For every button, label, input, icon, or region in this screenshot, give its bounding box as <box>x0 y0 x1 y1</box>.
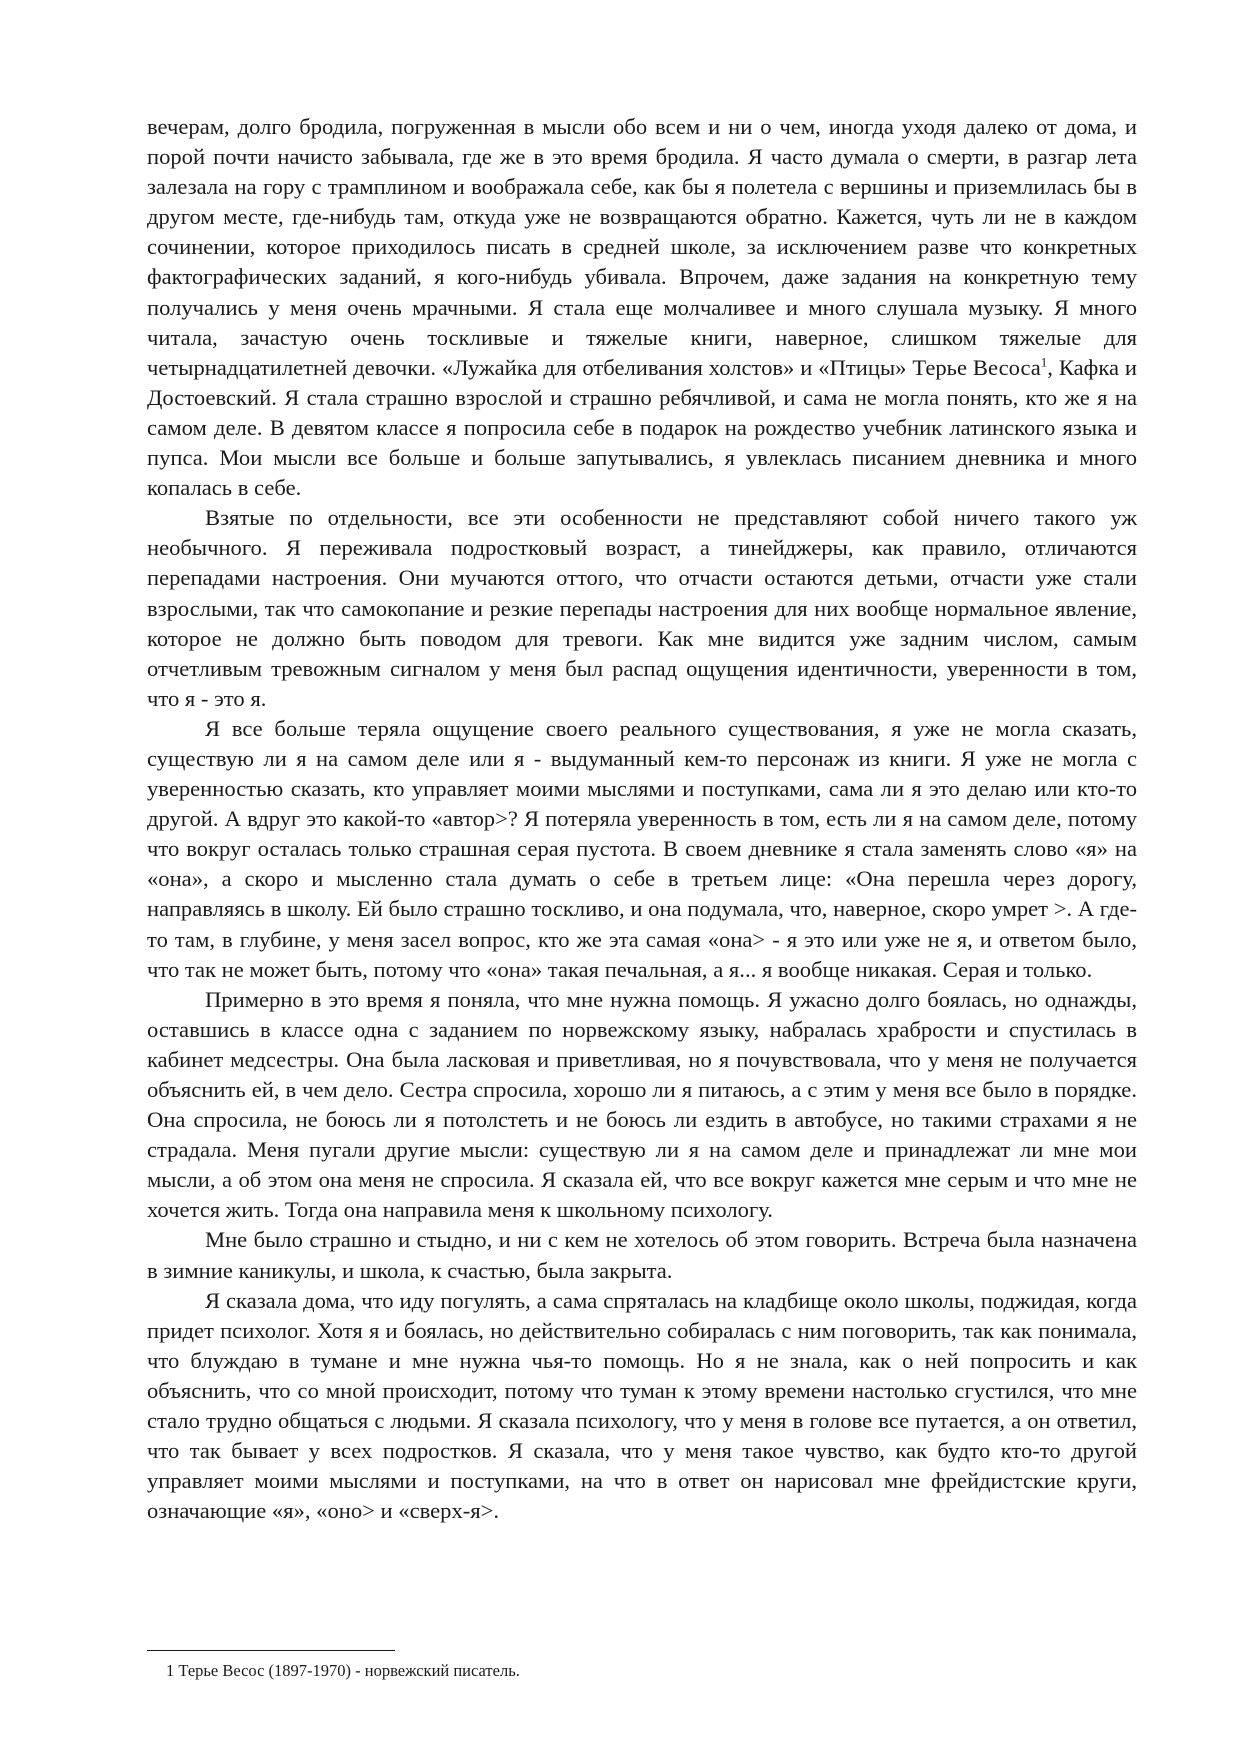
paragraph-5: Мне было страшно и стыдно, и ни с кем не хотелось об этом говорить. Встреча была назначена в зимние каникулы, и школа, к счастью, была закрыта. <box>147 1227 1137 1283</box>
page-body <box>147 112 1137 1526</box>
paragraph-6: Я сказала дома, что иду погулять, а сама спряталась на кладбище около школы, поджидая, когда придет психолог. Хотя я и боялась, но действительно собиралась с ним поговорить, так как понимала, что блуждаю в тумане и мне нужна чья-то помощь. Но я не знала, как о ней попросить и как объяснить, что со мной происходит, потому что туман к этому времени настолько сгустился, что мне стало трудно общаться с людьми. Я сказала психологу, что у меня в голове все путается, а он ответил, что так бывает у всех подростков. Я сказала, что у меня такое чувство, как будто кто-то другой управляет моими мыслями и поступками, на что в ответ он нарисовал мне фрейдистские круги, означающие «я», «оно> и «сверх-я>. <box>147 1287 1137 1524</box>
footnote-separator <box>147 1650 395 1651</box>
paragraph-3: Я все больше теряла ощущение своего реального существования, я уже не могла сказать, существую ли я на самом деле или я - выдуманный кем-то персонаж из книги. Я уже не могла с уверенностью сказать, кто управляет моими мыслями и поступками, сама ли я это делаю или кто-то другой. А вдруг это какой-то «автор>? Я потеряла уверенность в том, есть ли я на самом деле, потому что вокруг осталась только страшная серая пустота. В своем дневнике я стала заменять слово «я» на «она», а скоро и мысленно стала думать о себе в третьем лице: «Она перешла через дорогу, направляясь в школу. Ей было страшно тоскливо, и она подумала, что, наверное, скоро умрет >. А где-то там, в глубине, у меня засел вопрос, кто же эта самая «она> - я это или уже не я, и ответом было, что так не может быть, потому что «она» такая печальная, а я... я вообще никакая. Серая и только. <box>147 715 1137 982</box>
paragraph-1 <box>147 112 1137 503</box>
paragraph-2: Взятые по отдельности, все эти особенности не представляют собой ничего такого уж необычного. Я переживала подростковый возраст, а тинейджеры, как правило, отличаются перепадами настроения. Они мучаются оттого, что отчасти остаются детьми, отчасти уже стали взрослыми, так что самокопание и резкие перепады настроения для них вообще нормальное явление, которое не должно быть поводом для тревоги. Как мне видится уже задним числом, самым отчетливым тревожным сигналом у меня был распад ощущения идентичности, уверенности в том, что я - это я. <box>147 505 1137 711</box>
paragraph-4: Примерно в это время я поняла, что мне нужна помощь. Я ужасно долго боялась, но однажды, оставшись в классе одна с заданием по норвежскому языку, набралась храбрости и спустилась в кабинет медсестры. Она была ласковая и приветливая, но я почувствовала, что у меня не получается объяснить ей, в чем дело. Сестра спросила, хорошо ли я питаюсь, а с этим у меня все было в порядке. Она спросила, не боюсь ли я потолстеть и не боюсь ли ездить в автобусе, но такими страхами я не страдала. Меня пугали другие мысли: существую ли я на самом деле и принадлежат ли мне мои мысли, а об этом она меня не спросила. Я сказала ей, что все вокруг кажется мне серым и что мне не хочется жить. Тогда она направила меня к школьному психологу. <box>147 986 1137 1223</box>
footnote: 1 Терье Весос (1897-1970) - норвежский писатель. <box>166 1661 520 1680</box>
footnote-marker[interactable]: 1 <box>1040 354 1048 370</box>
paragraph-1-text-a: вечерам, долго бродила, погруженная в мысли обо всем и ни о чем, иногда уходя далеко от дома, и порой почти начисто забывала, где же в это время бродила. Я часто думала о смерти, в разгар лета залезала на гору с трамплином и воображала себе, как бы я полетела с вершины и приземлилась бы в другом месте, где-нибудь там, откуда уже не возвращаются обратно. Кажется, чуть ли не в каждом сочинении, которое приходилось писать в средней школе, за исключением разве что конкретных фактографических заданий, я кого-нибудь убивала. Впрочем, даже задания на конкретную тему получались у меня очень мрачными. Я стала еще молчаливее и много слушала музыку. Я много читала, зачастую очень тоскливые и тяжелые книги, наверное, слишком тяжелые для четырнадцатилетней девочки. «Лужайка для отбеливания холстов» и «Птицы» Терье Весоса <box>147 114 1137 380</box>
paragraph-1-text-b: , Кафка и Достоевский. Я стала страшно взрослой и страшно ребячливой, и сама не могла понять, кто же я на самом деле. В девятом классе я попросила себе в подарок на рождество учебник латинского языка и пупса. Мои мысли все больше и больше запутывались, я увлеклась писанием дневника и много копалась в себе. <box>147 354 1138 501</box>
